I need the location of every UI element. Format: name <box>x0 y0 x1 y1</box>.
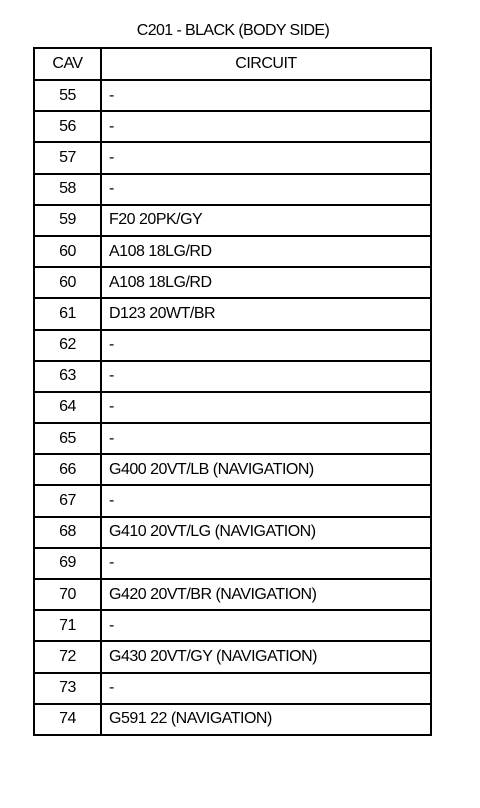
circuit-cell: - <box>101 673 431 704</box>
circuit-cell: - <box>101 485 431 516</box>
table-row <box>34 548 431 579</box>
column-header-circuit: CIRCUIT <box>101 48 431 80</box>
table-row <box>34 610 431 641</box>
cav-cell: 67 <box>34 485 101 516</box>
cav-cell: 59 <box>34 205 101 236</box>
circuit-cell: G420 20VT/BR (NAVIGATION) <box>101 579 431 610</box>
cav-cell: 60 <box>34 236 101 267</box>
circuit-cell: - <box>101 423 431 454</box>
table-row <box>34 517 431 548</box>
table-row <box>34 80 431 111</box>
table-row <box>34 174 431 205</box>
table-row <box>34 298 431 329</box>
cav-cell: 61 <box>34 298 101 329</box>
circuit-cell: - <box>101 610 431 641</box>
table-row <box>34 673 431 704</box>
circuit-cell: A108 18LG/RD <box>101 236 431 267</box>
table-row <box>34 111 431 142</box>
cav-cell: 60 <box>34 267 101 298</box>
table-row <box>34 704 431 735</box>
circuit-cell: - <box>101 330 431 361</box>
circuit-cell: - <box>101 142 431 173</box>
circuit-cell: G400 20VT/LB (NAVIGATION) <box>101 454 431 485</box>
cav-cell: 62 <box>34 330 101 361</box>
circuit-cell: - <box>101 392 431 423</box>
table-row <box>34 205 431 236</box>
table-row <box>34 267 431 298</box>
table-row <box>34 641 431 672</box>
table-row <box>34 142 431 173</box>
circuit-cell: G430 20VT/GY (NAVIGATION) <box>101 641 431 672</box>
cav-cell: 72 <box>34 641 101 672</box>
cav-cell: 64 <box>34 392 101 423</box>
table-row <box>34 454 431 485</box>
table-header-row <box>34 48 431 80</box>
circuit-cell: - <box>101 548 431 579</box>
column-header-cav: CAV <box>34 48 101 80</box>
connector-pinout-table <box>33 47 432 736</box>
circuit-cell: G591 22 (NAVIGATION) <box>101 704 431 735</box>
circuit-cell: G410 20VT/LG (NAVIGATION) <box>101 517 431 548</box>
circuit-cell: - <box>101 174 431 205</box>
circuit-cell: - <box>101 80 431 111</box>
cav-cell: 55 <box>34 80 101 111</box>
cav-cell: 66 <box>34 454 101 485</box>
cav-cell: 73 <box>34 673 101 704</box>
circuit-cell: D123 20WT/BR <box>101 298 431 329</box>
cav-cell: 70 <box>34 579 101 610</box>
connector-title: C201 - BLACK (BODY SIDE) <box>136 22 330 39</box>
cav-cell: 63 <box>34 361 101 392</box>
cav-cell: 56 <box>34 111 101 142</box>
circuit-cell: - <box>101 361 431 392</box>
table-row <box>34 330 431 361</box>
cav-cell: 69 <box>34 548 101 579</box>
table-row <box>34 236 431 267</box>
circuit-cell: - <box>101 111 431 142</box>
cav-cell: 71 <box>34 610 101 641</box>
table-row <box>34 485 431 516</box>
cav-cell: 74 <box>34 704 101 735</box>
table-row <box>34 579 431 610</box>
circuit-cell: F20 20PK/GY <box>101 205 431 236</box>
circuit-cell: A108 18LG/RD <box>101 267 431 298</box>
cav-cell: 58 <box>34 174 101 205</box>
table-row <box>34 392 431 423</box>
table-row <box>34 423 431 454</box>
cav-cell: 65 <box>34 423 101 454</box>
cav-cell: 57 <box>34 142 101 173</box>
cav-cell: 68 <box>34 517 101 548</box>
table-row <box>34 361 431 392</box>
